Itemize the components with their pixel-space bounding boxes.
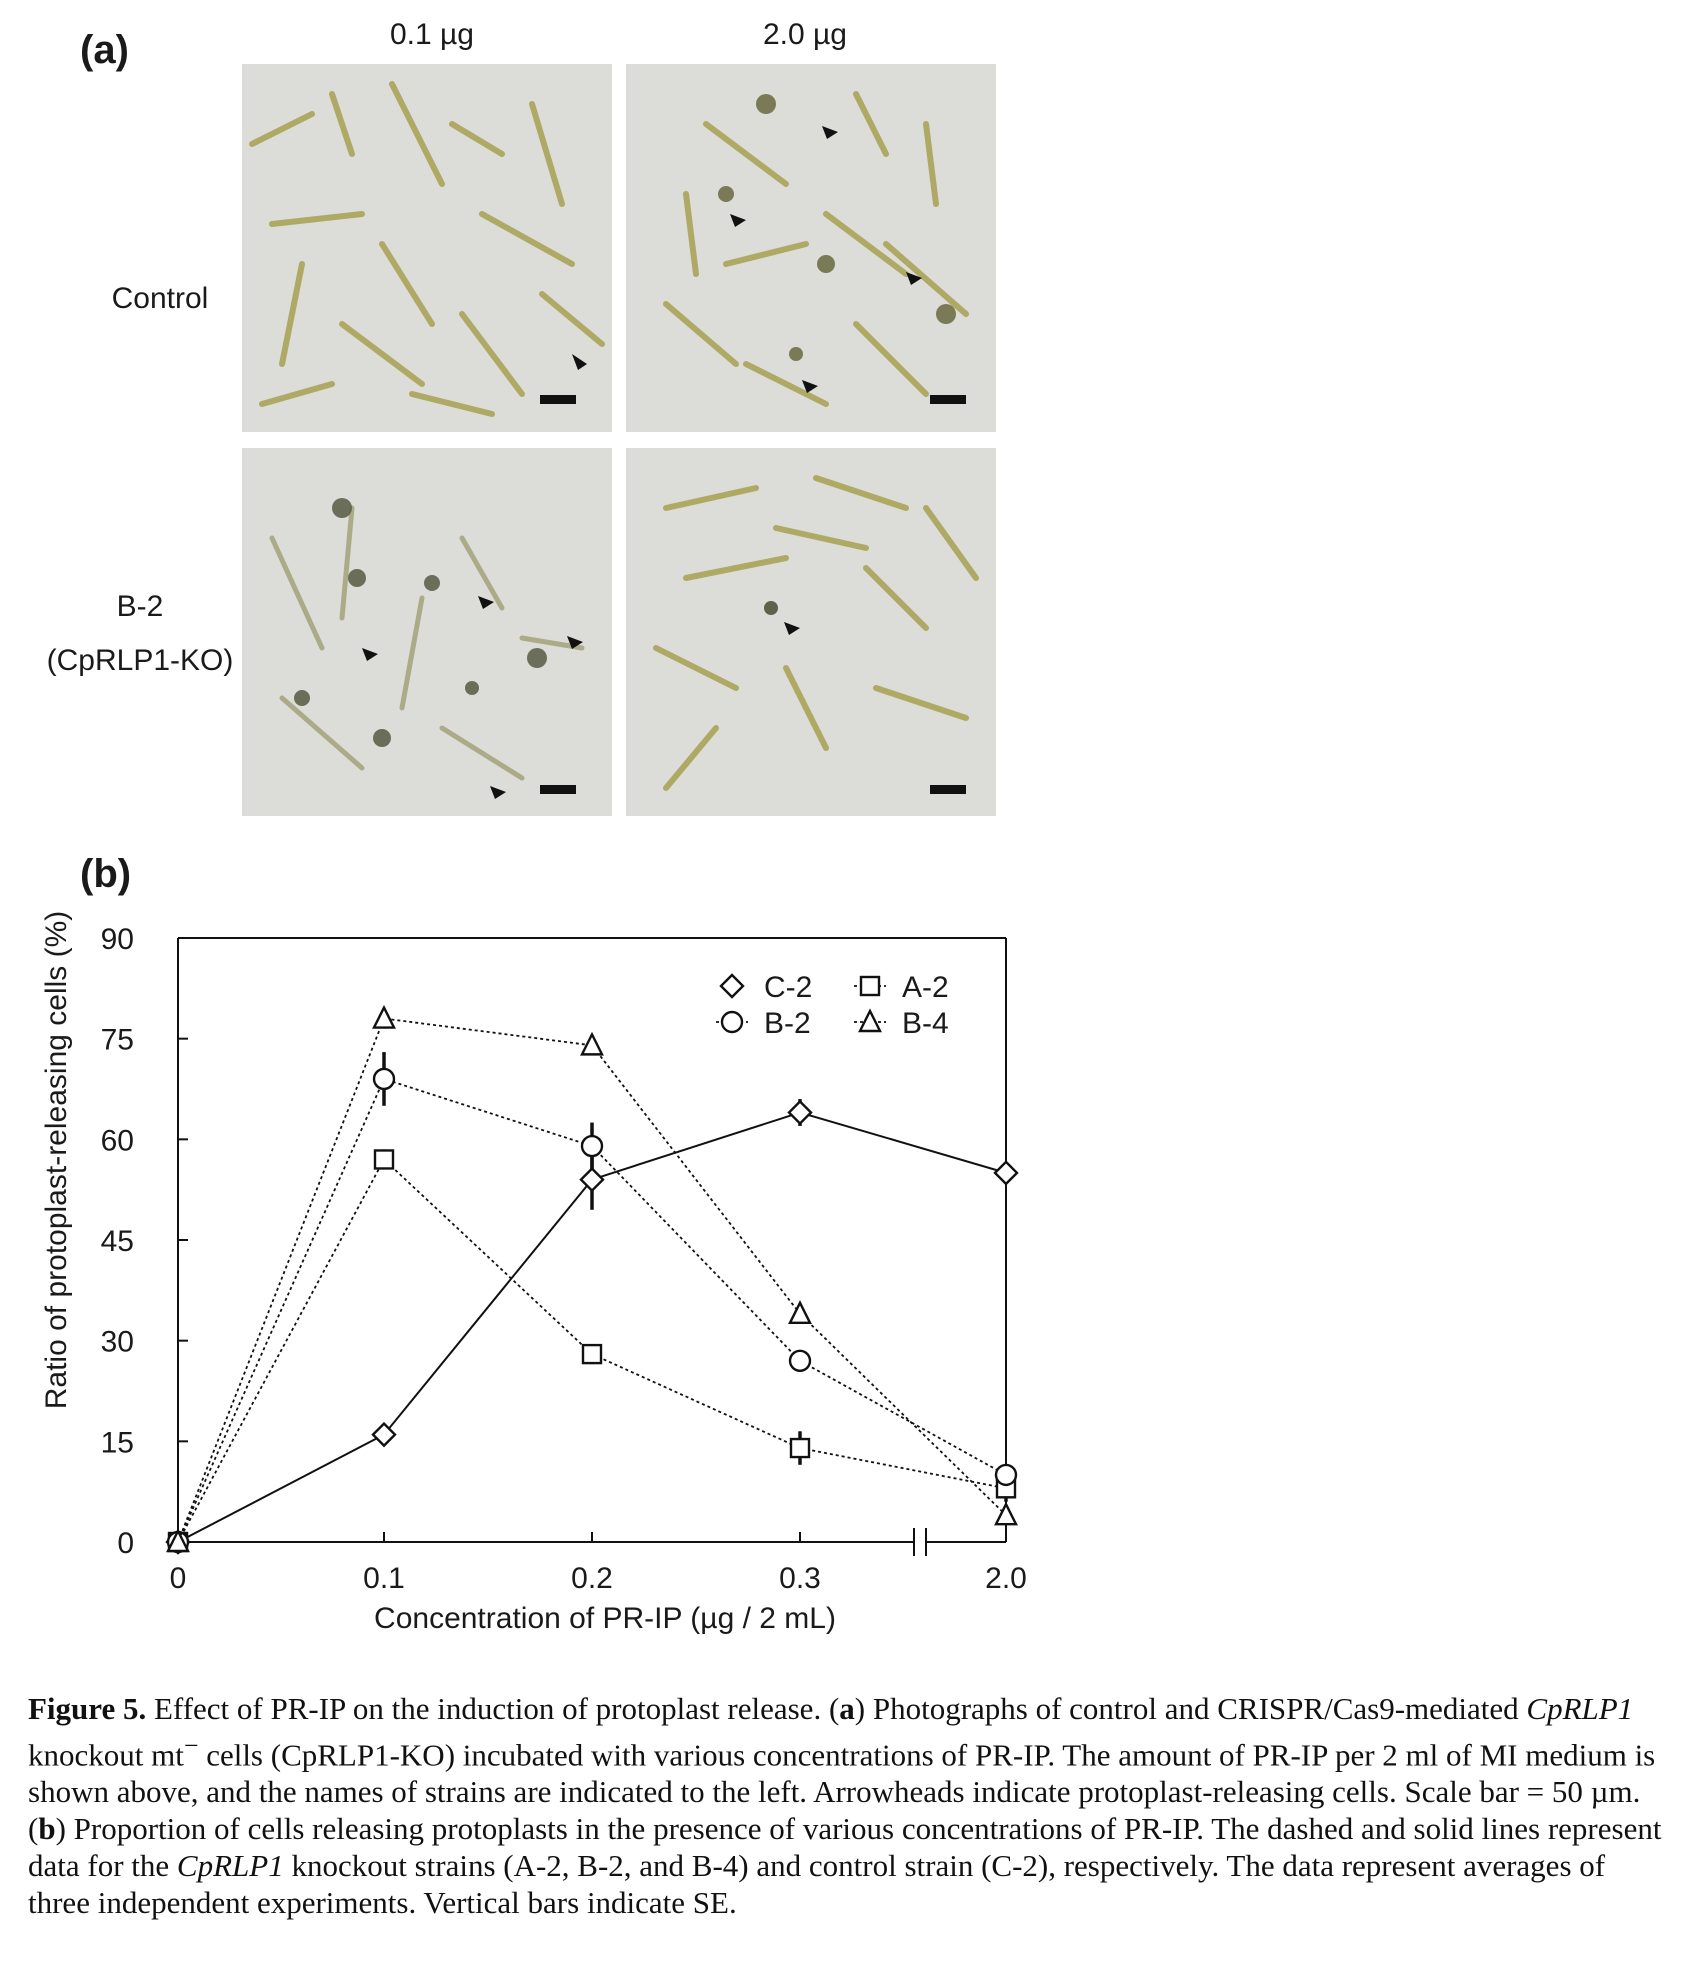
caption-part: ) Photographs of control and CRISPR/Cas9-mediated: [854, 1691, 1527, 1726]
data-point-b-4: [374, 1008, 394, 1028]
y-tick-label: 15: [100, 1426, 134, 1460]
series-line-b-4: [178, 1019, 1006, 1542]
y-tick-label: 60: [100, 1124, 134, 1158]
caption-part: knockout mt: [28, 1737, 184, 1773]
row-label-b2-sub: (CpRLP1-KO): [46, 644, 234, 677]
caption-part: cells (CpRLP1-KO) incubated with various concentrations of PR-IP. The amount of PR-IP per 2 ml of MI medium is shown above, and the names of strains are indicated to the left. Arrowheads indicate protoplast-releasing cells. Scale bar = 50 µm. (: [28, 1737, 1656, 1847]
caption-gene-name: CpRLP1: [176, 1848, 284, 1884]
y-axis-label: Ratio of protoplast-releasing cells (%): [40, 910, 73, 1410]
legend-marker: [722, 1012, 742, 1032]
data-point-c-2: [581, 1169, 603, 1191]
figure-caption: [28, 1690, 1668, 1921]
legend-label: A-2: [902, 971, 949, 1004]
legend-label: B-4: [902, 1007, 949, 1040]
data-point-c-2: [995, 1162, 1017, 1184]
series-b-4: [168, 1008, 1016, 1551]
panel-a-label: (a): [80, 28, 129, 72]
legend-entry-b-4: [854, 1007, 949, 1040]
data-point-c-2: [373, 1424, 395, 1446]
row-label-control: Control: [111, 282, 209, 315]
panel-b-label: (b): [80, 852, 132, 896]
legend-label: C-2: [764, 971, 813, 1004]
legend-label: B-2: [764, 1007, 811, 1040]
caption-gene-name: CpRLP1: [1526, 1691, 1634, 1726]
legend-entry-b-2: [716, 1007, 811, 1040]
x-axis-label: Concentration of PR-IP (µg / 2 mL): [374, 1602, 836, 1635]
data-point-c-2: [789, 1101, 811, 1123]
chart-axes: [101, 923, 1027, 1595]
data-point-a-2: [791, 1439, 809, 1457]
y-tick-label: 30: [100, 1325, 134, 1359]
data-point-b-2: [996, 1465, 1016, 1485]
data-point-a-2: [375, 1150, 393, 1168]
y-tick-label: 90: [100, 923, 134, 956]
data-point-b-2: [790, 1351, 810, 1371]
legend-marker: [861, 977, 879, 995]
data-point-b-4: [996, 1504, 1016, 1524]
chart-series: [167, 1008, 1017, 1553]
x-tick-label: 0: [169, 1562, 187, 1595]
x-tick-label: 2.0: [985, 1562, 1027, 1595]
column-header-2-0ug: 2.0 µg: [762, 18, 847, 51]
caption-panel-a-ref: a: [839, 1691, 855, 1726]
y-tick-label: 75: [100, 1023, 134, 1057]
data-point-a-2: [583, 1345, 601, 1363]
series-b-2: [168, 1052, 1016, 1552]
legend-entry-a-2: [854, 971, 949, 1004]
data-point-b-2: [374, 1069, 394, 1089]
caption-part: (: [821, 1691, 840, 1726]
caption-figure-label: Figure 5.: [28, 1691, 147, 1726]
chart-legend: [716, 971, 949, 1040]
data-point-b-4: [790, 1303, 810, 1323]
legend-marker: [860, 1011, 880, 1031]
y-tick-label: 45: [100, 1225, 134, 1258]
caption-panel-b-ref: b: [38, 1811, 56, 1847]
x-tick-label: 0.3: [779, 1562, 821, 1595]
data-point-b-4: [582, 1034, 602, 1054]
data-point-b-2: [582, 1136, 602, 1156]
legend-marker: [721, 975, 743, 997]
row-label-b2: B-2: [116, 590, 164, 623]
caption-part: ) Proportion of cells releasing protoplasts in the presence of various concentrations of PR-IP. The dashed and solid lines represent data for the: [28, 1811, 1662, 1884]
y-tick-label: 0: [117, 1527, 134, 1560]
column-header-0-1ug: 0.1 µg: [389, 18, 474, 51]
caption-superscript: −: [183, 1731, 199, 1760]
caption-title: Effect of PR-IP on the induction of protoplast release.: [154, 1691, 822, 1726]
legend-entry-c-2: [721, 971, 812, 1004]
x-tick-label: 0.1: [363, 1562, 405, 1595]
x-tick-label: 0.2: [571, 1562, 613, 1595]
caption-part: knockout strains (A-2, B-2, and B-4) and control strain (C-2), respectively. The data represent averages of three independent experiments. Vertical bars indicate SE.: [28, 1848, 1606, 1921]
